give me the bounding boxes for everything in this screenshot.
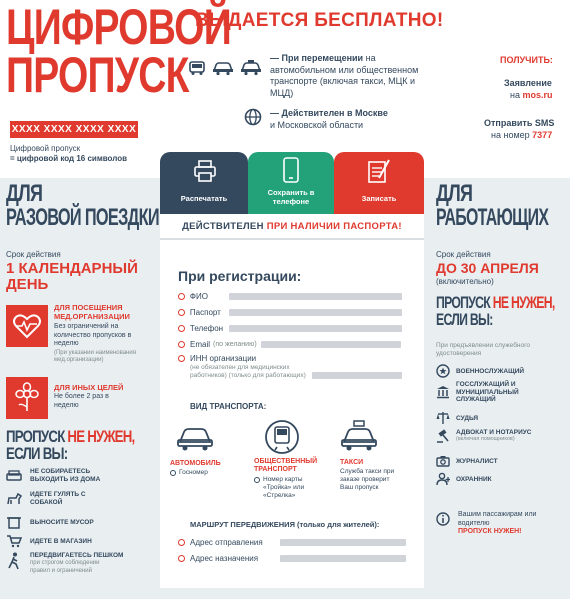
field-marker-icon: [178, 341, 185, 348]
tab-save-label: Сохранить в телефоне: [267, 188, 315, 206]
left-term-label: Срок действия: [6, 250, 61, 259]
right-nopass-suffix: НЕ НУЖЕН,: [492, 293, 555, 312]
route-heading: МАРШРУТ ПЕРЕДВИЖЕНИЯ (только для жителей):: [190, 520, 380, 529]
right-term-value: ДО 30 АПРЕЛЯ: [436, 260, 539, 276]
heart-pulse-icon: [6, 305, 48, 347]
transport-text: [270, 53, 430, 99]
list-item-label: ГОССЛУЖАЩИЙ И МУНИЦИПАЛЬНЫЙ СЛУЖАЩИЙ: [456, 381, 519, 403]
left-term-1: 1 КАЛЕНДАРНЫЙ: [6, 260, 138, 277]
left-nopass-1: [6, 428, 134, 445]
sms-line2: [491, 130, 552, 140]
printer-icon: [193, 160, 217, 182]
sms-prefix: на номер: [491, 130, 530, 140]
flower-icon: [6, 377, 48, 419]
field-value-placeholder: [280, 555, 406, 562]
list-item-label: СУДЬЯ: [456, 414, 479, 422]
tab-write[interactable]: [334, 152, 424, 214]
region-text-lead: — Действителен в Москве: [270, 108, 388, 118]
passengers-text: Вашим пассажирам или водителю: [458, 511, 537, 527]
scales-icon: [436, 411, 450, 425]
field-marker-icon: [178, 325, 185, 332]
list-item-label: НЕ СОБИРАЕТЕСЬ ВЫХОДИТЬ ИЗ ДОМА: [30, 468, 101, 483]
title-line2: ПРОПУСК: [6, 47, 189, 103]
list-item: [436, 381, 566, 404]
title-line1: ЦИФРОВОЙ: [6, 0, 231, 55]
walking-icon: [6, 552, 22, 570]
field-email[interactable]: [178, 340, 402, 349]
car-label: АВТОМОБИЛЬ: [170, 460, 221, 467]
building-icon: [436, 385, 450, 399]
list-item: [436, 472, 566, 486]
transport-public[interactable]: [254, 419, 334, 500]
get-statement: Заявление: [504, 78, 552, 88]
route-to-label: Адрес назначения: [190, 554, 259, 563]
list-item: [6, 515, 156, 529]
get-on: на: [510, 90, 520, 100]
tab-save[interactable]: [248, 152, 334, 214]
cart-icon: [6, 534, 22, 548]
car-icon: [212, 60, 234, 76]
left-term-2: ДЕНЬ: [6, 276, 49, 293]
id-note: При предъявлении служебного удостоверения: [436, 342, 530, 357]
route-from-label: Адрес отправления: [190, 538, 263, 547]
car-note: Госномер: [179, 469, 208, 476]
list-item-label: ВОЕННОСЛУЖАЩИЙ: [456, 367, 525, 375]
transport-text-lead: — При перемещении: [270, 53, 364, 63]
field-label: Телефон: [189, 324, 224, 333]
field-marker-icon: [178, 293, 185, 300]
bus-icon: [188, 60, 206, 76]
valid-prefix: ДЕЙСТВИТЕЛЕН: [182, 221, 264, 232]
code-mask-box: [10, 121, 138, 138]
free-heading: ВЫДАЕТСЯ БЕСПЛАТНО!: [195, 10, 444, 31]
left-column: [0, 178, 158, 599]
right-column: [430, 178, 570, 599]
code-note-1: Цифровой пропуск: [10, 144, 81, 153]
info-icon: [436, 512, 450, 526]
public-marker-icon: [254, 477, 260, 483]
field-value-placeholder: [229, 293, 402, 300]
taxi-outline-icon: [340, 420, 416, 452]
right-nopass-2: ЕСЛИ ВЫ:: [436, 310, 493, 329]
notepad-icon: [367, 158, 391, 184]
route-from-field[interactable]: [178, 538, 406, 547]
star-badge-icon: [436, 364, 450, 378]
reg-heading: При регистрации:: [178, 268, 302, 284]
list-item: [6, 468, 156, 484]
taxi-label: ТАКСИ: [340, 459, 364, 466]
field-passport[interactable]: [178, 308, 402, 317]
code-note-2: = цифровой код 16 символов: [10, 154, 128, 163]
left-nopass-2: ЕСЛИ ВЫ:: [6, 444, 68, 463]
globe-icon: [244, 108, 262, 126]
field-value-placeholder: [261, 341, 401, 348]
field-value-placeholder: [312, 372, 402, 379]
field-value-placeholder: [280, 539, 406, 546]
car-marker-icon: [170, 470, 176, 476]
field-label: Email: [190, 340, 211, 349]
list-item-label: ЖУРНАЛИСТ: [456, 457, 498, 465]
list-item-label: АДВОКАТ И НОТАРИУС: [456, 429, 532, 436]
trash-icon: [6, 515, 22, 529]
route-marker-icon: [178, 539, 185, 546]
email-note: (по желанию): [213, 341, 257, 348]
taxi-note: Служба такси при заказе проверит Ваш пропуск: [340, 468, 395, 491]
get-site-line: [510, 90, 553, 100]
registration-card: [160, 214, 424, 588]
list-item-label: ИДЕТЕ ГУЛЯТЬ С СОБАКОЙ: [30, 491, 86, 506]
guard-icon: [436, 472, 450, 486]
right-nopass-prefix: ПРОПУСК: [436, 293, 491, 312]
train-icon: [264, 419, 334, 455]
valid-banner: [160, 214, 424, 240]
list-item: [436, 364, 566, 378]
right-term-note: (включительно): [436, 277, 494, 286]
passengers-note: [436, 511, 566, 537]
tab-print-label: Распечатать: [180, 194, 228, 203]
right-term-label: Срок действия: [436, 250, 491, 259]
field-phone[interactable]: [178, 324, 402, 333]
valid-suffix: ПРИ НАЛИЧИИ ПАСПОРТА!: [266, 221, 402, 232]
field-label: ИНН организации: [190, 354, 257, 363]
field-marker-icon: [178, 309, 185, 316]
walk-note: при строгом соблюдении правил и ограничений: [30, 560, 100, 574]
right-nopass-1: [436, 294, 555, 311]
field-inn[interactable]: [178, 354, 402, 380]
public-note: Номер карты «Тройка» или «Стрелка»: [263, 476, 305, 499]
list-item-label: ВЫНОСИТЕ МУСОР: [30, 518, 94, 526]
sms-line1: Отправить SMS: [484, 118, 555, 128]
list-item-label: ИДЕТЕ В МАГАЗИН: [30, 537, 92, 545]
list-item: [436, 429, 566, 443]
phone-icon: [283, 157, 299, 183]
transport-taxi[interactable]: [340, 420, 416, 492]
field-fio[interactable]: [178, 292, 402, 301]
list-item: [6, 491, 156, 507]
right-heading-1: ДЛЯ: [436, 180, 473, 207]
list-item: [436, 411, 566, 425]
tab-print[interactable]: [160, 152, 248, 214]
list-item: [6, 552, 156, 575]
transport-car[interactable]: [170, 424, 240, 476]
med-note: (При указании наименования мед.организации): [54, 350, 136, 363]
list-item: [436, 454, 566, 468]
public-label: ОБЩЕСТВЕННЫЙ ТРАНСПОРТ: [254, 458, 318, 473]
field-value-placeholder: [229, 325, 402, 332]
region-text-rest: и Московской области: [270, 119, 364, 130]
med-title: ДЛЯ ПОСЕЩЕНИЯ МЕД.ОРГАНИЗАЦИИ: [54, 303, 130, 321]
sofa-icon: [6, 469, 22, 483]
other-text: Не более 2 раз в неделю: [54, 393, 109, 409]
route-marker-icon: [178, 555, 185, 562]
other-title: ДЛЯ ИНЫХ ЦЕЛЕЙ: [54, 383, 124, 392]
list-item: [6, 534, 156, 548]
region-text: [270, 108, 430, 131]
field-marker-icon: [178, 355, 185, 362]
left-nopass-prefix: ПРОПУСК: [6, 427, 65, 446]
route-to-field[interactable]: [178, 554, 406, 563]
right-heading-2: РАБОТАЮЩИХ: [436, 204, 549, 231]
med-text: Без ограничений на количество пропусков в неделю: [54, 323, 132, 347]
camera-icon: [436, 454, 450, 468]
sms-number: 7377: [532, 130, 553, 140]
field-label: Паспорт: [189, 308, 221, 317]
passengers-red: ПРОПУСК НУЖЕН!: [458, 528, 522, 535]
lawyer-note: (включая помощников): [456, 436, 515, 442]
gavel-icon: [436, 429, 450, 443]
tab-write-label: Записать: [361, 194, 397, 203]
get-site-link[interactable]: mos.ru: [522, 90, 553, 100]
transport-text-rest: на автомобильном или общественном транспорте (включая такси, МЦК и МЦД): [270, 53, 419, 98]
code-mask: XXXX XXXX XXXX XXXX: [11, 124, 137, 135]
left-nopass-suffix: НЕ НУЖЕН,: [67, 427, 135, 446]
car-outline-icon: [176, 424, 240, 452]
left-heading-1: ДЛЯ: [6, 180, 43, 207]
field-label: ФИО: [189, 292, 208, 301]
list-item-label: ПЕРЕДВИГАЕТЕСЬ ПЕШКОМ: [30, 552, 124, 559]
get-label: ПОЛУЧИТЬ:: [500, 55, 553, 65]
field-value-placeholder: [229, 309, 402, 316]
transport-heading: ВИД ТРАНСПОРТА:: [190, 402, 267, 411]
dog-icon: [6, 492, 22, 506]
inn-note: (не обязателен для медицинских работников) (только для работающих): [190, 364, 306, 379]
left-heading-2: РАЗОВОЙ ПОЕЗДКИ: [6, 204, 159, 231]
list-item-label: ОХРАННИК: [456, 475, 492, 483]
taxi-icon: [240, 60, 262, 76]
